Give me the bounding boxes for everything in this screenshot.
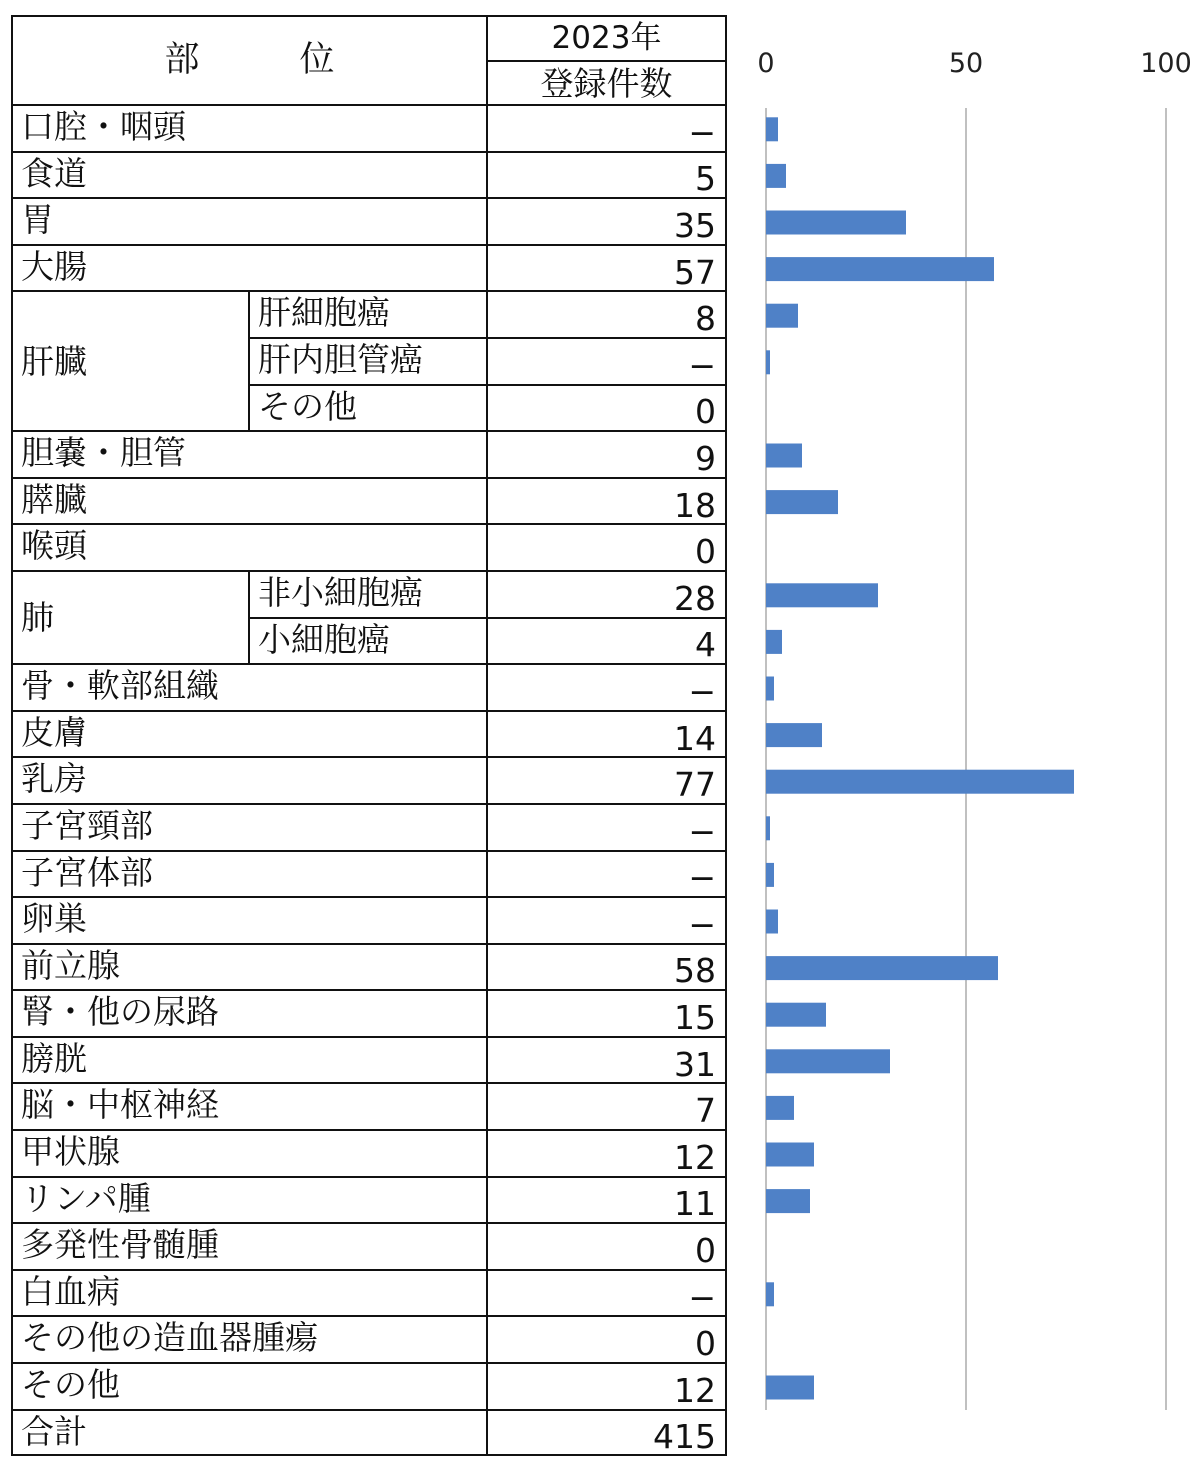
header-site-part1: 部 xyxy=(164,40,200,80)
header-count: 登録件数 xyxy=(487,61,726,105)
site-label: 白血病 xyxy=(12,1270,487,1317)
bar xyxy=(766,257,994,281)
table-row xyxy=(12,1083,726,1130)
site-label: 大腸 xyxy=(12,245,487,292)
count-value: − xyxy=(487,338,726,385)
bar-chart xyxy=(730,0,1200,1464)
count-value: 57 xyxy=(487,245,726,292)
site-label: その他の造血器腫瘍 xyxy=(12,1316,487,1363)
site-label: 子宮体部 xyxy=(12,851,487,898)
bar xyxy=(766,956,998,980)
table-row xyxy=(12,524,726,571)
bar xyxy=(766,490,838,514)
bar xyxy=(766,164,786,188)
count-value: 9 xyxy=(487,431,726,478)
count-value: 31 xyxy=(487,1037,726,1084)
count-value: 12 xyxy=(487,1363,726,1410)
bar xyxy=(766,211,906,235)
table-row xyxy=(12,1270,726,1317)
total-value: 415 xyxy=(487,1410,726,1455)
x-tick-label: 100 xyxy=(1140,48,1192,79)
count-value: 0 xyxy=(487,1223,726,1270)
count-value: 0 xyxy=(487,524,726,571)
site-label: 皮膚 xyxy=(12,711,487,758)
site-label: 小細胞癌 xyxy=(249,618,487,665)
bar xyxy=(766,816,770,840)
table-row xyxy=(12,1037,726,1084)
site-label: 食道 xyxy=(12,152,487,199)
table-row xyxy=(12,245,726,292)
site-label: その他 xyxy=(12,1363,487,1410)
header-year: 2023年 xyxy=(487,16,726,61)
site-label: 乳房 xyxy=(12,757,487,804)
count-value: 28 xyxy=(487,571,726,618)
table-row xyxy=(12,897,726,944)
site-label: 子宮頸部 xyxy=(12,804,487,851)
x-tick-label: 50 xyxy=(948,48,984,79)
site-label: 膵臓 xyxy=(12,478,487,525)
group-label: 肺 xyxy=(12,571,249,664)
table-row xyxy=(12,105,726,152)
table-row xyxy=(12,152,726,199)
bar xyxy=(766,677,774,701)
table-row xyxy=(12,1130,726,1177)
count-value: 11 xyxy=(487,1177,726,1224)
count-value: 15 xyxy=(487,990,726,1037)
bar xyxy=(766,1189,810,1213)
count-value: − xyxy=(487,1270,726,1317)
count-value: 12 xyxy=(487,1130,726,1177)
count-value: − xyxy=(487,897,726,944)
count-value: 8 xyxy=(487,291,726,338)
bar xyxy=(766,1003,826,1027)
bar xyxy=(766,1143,814,1167)
site-label: 卵巣 xyxy=(12,897,487,944)
count-value: 77 xyxy=(487,757,726,804)
x-tick-label: 0 xyxy=(757,48,775,79)
bar xyxy=(766,630,782,654)
site-label: 多発性骨髄腫 xyxy=(12,1223,487,1270)
site-label: リンパ腫 xyxy=(12,1177,487,1224)
table-row xyxy=(12,1223,726,1270)
count-value: 35 xyxy=(487,198,726,245)
site-label: 前立腺 xyxy=(12,944,487,991)
bar xyxy=(766,770,1074,794)
count-value: 18 xyxy=(487,478,726,525)
site-label: 口腔・咽頭 xyxy=(12,105,487,152)
bar xyxy=(766,1282,774,1306)
bar xyxy=(766,1096,794,1120)
table-row xyxy=(12,1177,726,1224)
site-label: 胃 xyxy=(12,198,487,245)
table-row xyxy=(12,711,726,758)
bar xyxy=(766,1049,890,1073)
site-label: 胆嚢・胆管 xyxy=(12,431,487,478)
bar xyxy=(766,117,778,141)
table-row xyxy=(12,198,726,245)
count-value: 58 xyxy=(487,944,726,991)
table-row xyxy=(12,1316,726,1363)
total-label: 合計 xyxy=(12,1410,487,1455)
site-label: 骨・軟部組織 xyxy=(12,664,487,711)
site-label: 肝内胆管癌 xyxy=(249,338,487,385)
table-row xyxy=(12,431,726,478)
bar xyxy=(766,444,802,468)
total-row xyxy=(12,1410,726,1455)
site-count-table xyxy=(11,15,727,1456)
bar xyxy=(766,910,778,934)
group-label: 肝臓 xyxy=(12,291,249,431)
table-row xyxy=(12,664,726,711)
count-value: − xyxy=(487,105,726,152)
bar xyxy=(766,350,770,374)
site-label: 膀胱 xyxy=(12,1037,487,1084)
bar xyxy=(766,1376,814,1400)
table-row xyxy=(12,944,726,991)
count-value: − xyxy=(487,804,726,851)
site-label: その他 xyxy=(249,385,487,432)
header-site xyxy=(12,16,487,105)
site-label: 喉頭 xyxy=(12,524,487,571)
table-row xyxy=(12,291,726,338)
table-row xyxy=(12,804,726,851)
table-row xyxy=(12,478,726,525)
site-label: 肝細胞癌 xyxy=(249,291,487,338)
bar xyxy=(766,304,798,328)
site-label: 甲状腺 xyxy=(12,1130,487,1177)
count-value: − xyxy=(487,664,726,711)
count-value: 4 xyxy=(487,618,726,665)
table-row xyxy=(12,757,726,804)
count-value: − xyxy=(487,851,726,898)
count-value: 0 xyxy=(487,1316,726,1363)
bar xyxy=(766,583,878,607)
bar xyxy=(766,863,774,887)
count-value: 0 xyxy=(487,385,726,432)
header-site-part2: 位 xyxy=(299,40,335,80)
table-row xyxy=(12,571,726,618)
header-row-1 xyxy=(12,16,726,61)
count-value: 5 xyxy=(487,152,726,199)
site-label: 脳・中枢神経 xyxy=(12,1083,487,1130)
site-label: 非小細胞癌 xyxy=(249,571,487,618)
site-label: 腎・他の尿路 xyxy=(12,990,487,1037)
table-row xyxy=(12,1363,726,1410)
count-value: 7 xyxy=(487,1083,726,1130)
count-value: 14 xyxy=(487,711,726,758)
bar xyxy=(766,723,822,747)
table-row xyxy=(12,990,726,1037)
table-row xyxy=(12,851,726,898)
